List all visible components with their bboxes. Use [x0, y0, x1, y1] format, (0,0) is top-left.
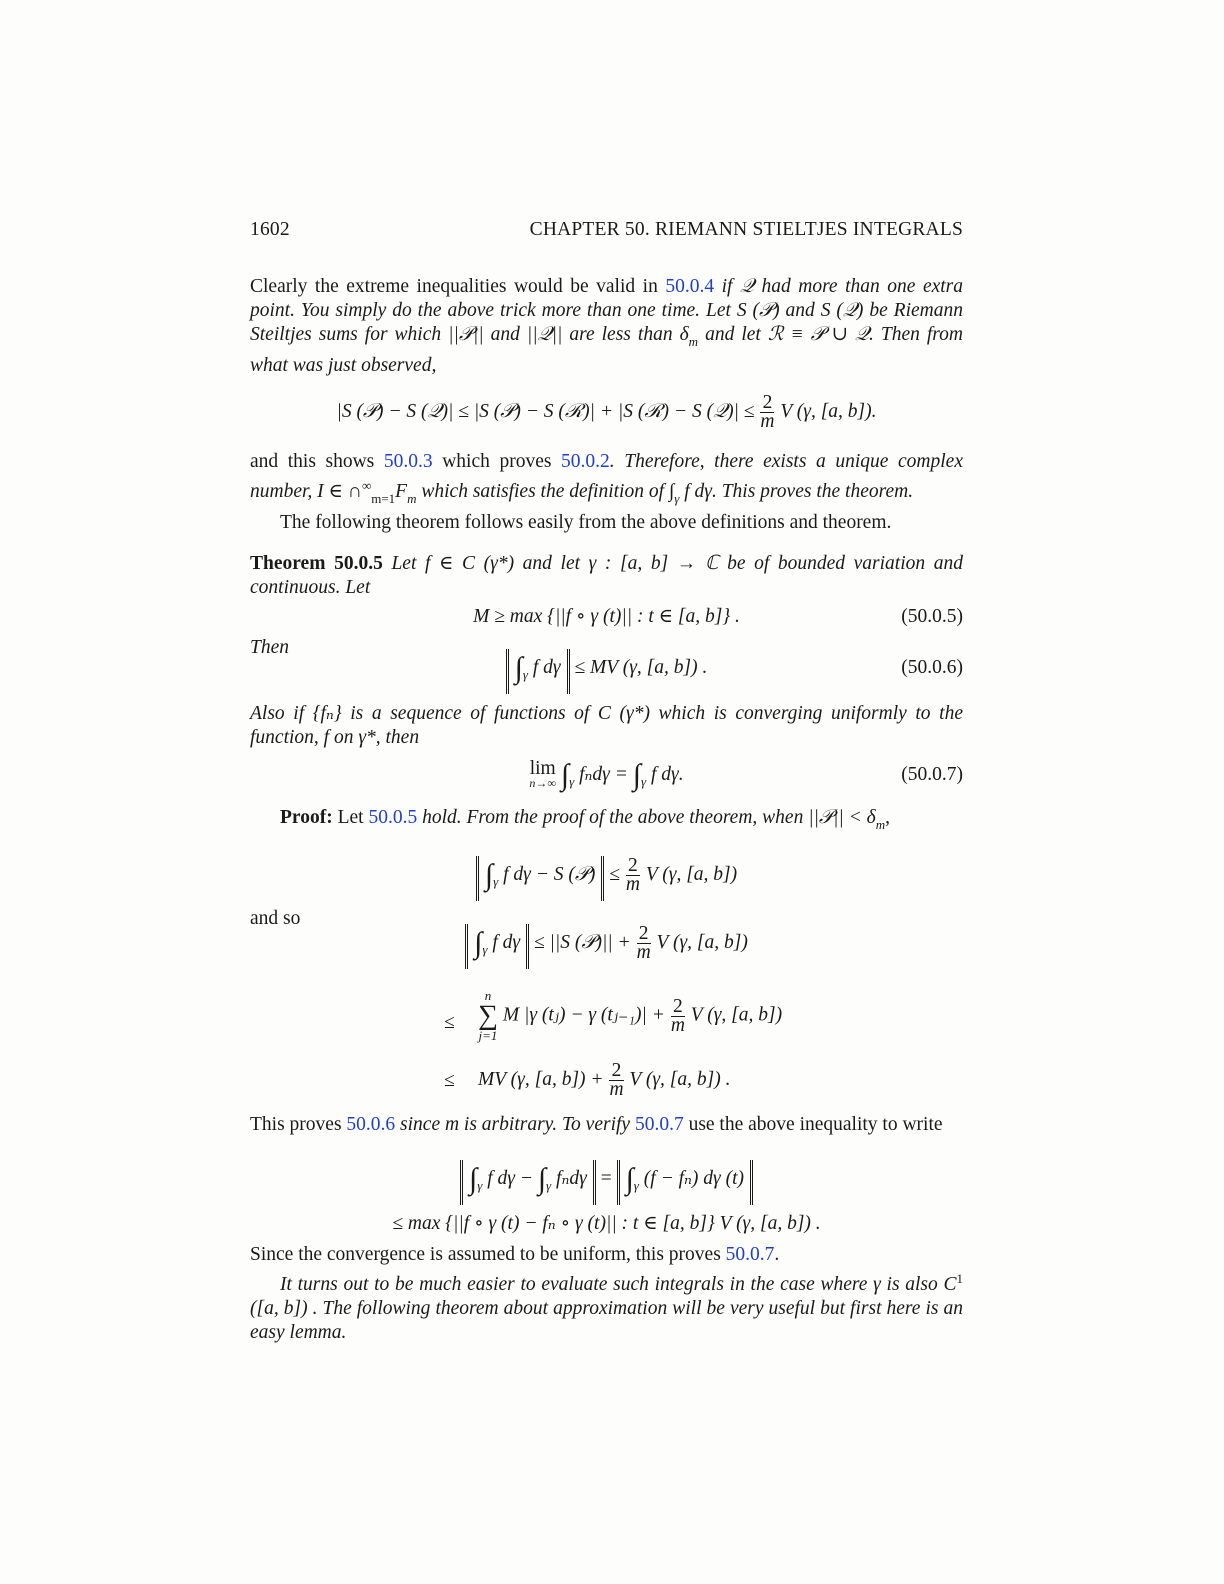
ref-50-0-3[interactable]: 50.0.3: [383, 451, 433, 472]
equation-1: |S (𝒫) − S (𝒬)| ≤ |S (𝒫) − S (ℛ)| + |S (ℛ) − S (𝒬)| ≤ $\frac{2}{m}$ V (γ, [a, b]).: [336, 392, 877, 432]
equation-proof-2: $\int_\gamma$ f dγ ≤ ||S (𝒫)|| + $\frac{2}{m}$ V (γ, [a, b]): [250, 913, 963, 973]
equation-50-0-6: $\int_\gamma$ f dγ ≤ MV (γ, [a, b]) . (50.0.6): [250, 640, 963, 696]
ref-50-0-5[interactable]: 50.0.5: [368, 807, 418, 828]
ref-50-0-6[interactable]: 50.0.6: [346, 1114, 396, 1135]
ref-50-0-2[interactable]: 50.0.2: [561, 451, 610, 472]
paragraph-2: and this shows 50.0.3 which proves 50.0.2. Therefore, there exists a unique complex number, I ∈ $\cap^\infty_{m=1}F_m$ which satisfies the definition of $\int_\gamma$ f dγ. This proves the theorem.: [250, 451, 963, 506]
then-label: Then: [250, 637, 289, 658]
theorem-label: Theorem 50.0.5: [250, 553, 383, 574]
theorem-50-0-5: Theorem 50.0.5 Let f ∈ C (γ*) and let γ : [a, b] → ℂ be of bounded variation and continuous. Let: [250, 553, 963, 598]
equation-proof-6: ≤ max {||f ∘ γ (t) − fₙ ∘ γ (t)|| : t ∈ [a, b]} V (γ, [a, b]) .: [392, 1213, 821, 1234]
equation-50-0-7: lim n→∞ $\int_\gamma$ $f_nd\gamma = \int_\gamma$ f dγ. (50.0.7): [529, 757, 963, 792]
equation-proof-1: $\int_\gamma$ f dγ − S (𝒫) ≤ $\frac{2}{m}$ V (γ, [a, b]): [250, 843, 963, 907]
paragraph-3: The following theorem follows easily from the above definitions and theorem.: [280, 512, 892, 533]
paragraph-6: It turns out to be much easier to evaluate such integrals in the case where γ is also $C^1$ ([a, b]) . The following theorem about approximation will be very useful but first here is an easy lemma.: [250, 1271, 963, 1343]
ref-50-0-7[interactable]: 50.0.7: [634, 1114, 684, 1135]
paragraph-5: Since the convergence is assumed to be uniform, this proves 50.0.7.: [250, 1244, 780, 1265]
page-number: 1602: [250, 219, 290, 240]
paragraph-1: Clearly the extreme inequalities would be valid in 50.0.4 if 𝒬 had more than one extra point. You simply do the above trick more than one time. Let S (𝒫) and S (𝒬) be Riemann Steiltjes sums for which ||𝒫|| and ||𝒬|| are less than $\delta_m$ and let ℛ ≡ 𝒫 ∪ 𝒬. Then from what was just observed,: [250, 276, 964, 376]
page: [250, 218, 963, 1345]
ref-50-0-4[interactable]: 50.0.4: [665, 276, 715, 297]
uniform-convergence-text: Also if {fₙ} is a sequence of functions of C (γ*) which is converging uniformly to the function, f on γ*, then: [250, 703, 963, 748]
paragraph-4: This proves 50.0.6 since m is arbitrary. To verify 50.0.7 use the above inequality to write: [250, 1114, 943, 1135]
running-header: [250, 218, 963, 242]
equation-proof-4: ≤ MV (γ, [a, b]) + $\frac{2}{m}$ V (γ, [a, b]) .: [444, 1060, 731, 1101]
equation-proof-3: ≤ n ∑ j=1 M |γ (tⱼ) − γ (tⱼ₋₁)| + $\frac{2}{m}$ V (γ, [a, b]): [444, 988, 783, 1043]
chapter-title: CHAPTER 50. RIEMANN STIELTJES INTEGRALS: [529, 219, 963, 240]
proof-paragraph: Proof: Let 50.0.5 hold. From the proof of the above theorem, when ||𝒫|| < $\delta_m$,: [280, 807, 890, 832]
ref-50-0-7-b[interactable]: 50.0.7: [725, 1244, 775, 1265]
equation-50-0-5: M ≥ max {||f ∘ γ (t)|| : t ∈ [a, b]} . (50.0.5): [473, 606, 963, 627]
equation-proof-5: $\int_\gamma$ f $d\gamma - \int_\gamma$ $f_nd\gamma = \int_\gamma$ (f − fₙ) dγ (t): [250, 1149, 963, 1209]
and-so-text: and so: [250, 908, 301, 929]
